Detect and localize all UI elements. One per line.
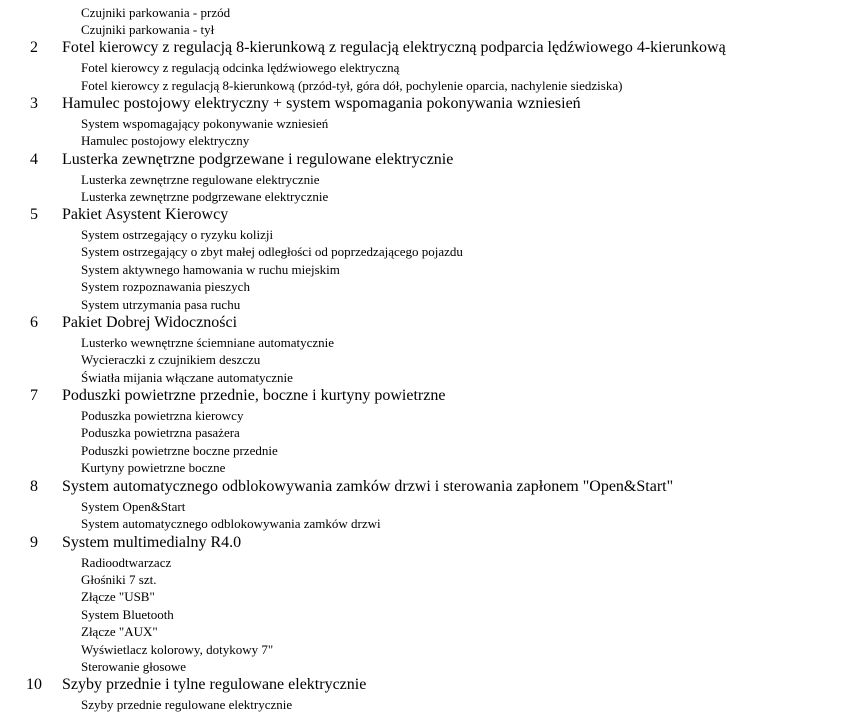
- item-text: Złącze "AUX": [81, 624, 158, 639]
- section-title: Lusterka zewnętrzne podgrzewane i regulowane elektrycznie: [62, 151, 454, 168]
- item-text: Kurtyny powietrzne boczne: [81, 460, 226, 475]
- item-text: System wspomagający pokonywanie wzniesień: [81, 116, 329, 131]
- item-text: System Open&Start: [81, 499, 186, 514]
- item-text: System rozpoznawania pieszych: [81, 279, 250, 294]
- section-number: 4: [30, 151, 38, 168]
- item-text: Czujniki parkowania - przód: [81, 5, 231, 20]
- section-number: 5: [30, 206, 38, 223]
- item-text: System Bluetooth: [81, 607, 174, 622]
- section-number: 10: [26, 676, 42, 693]
- item-text: Hamulec postojowy elektryczny: [81, 133, 250, 148]
- item-text: Światła mijania włączane automatycznie: [81, 370, 293, 385]
- item-text: System ostrzegający o ryzyku kolizji: [81, 227, 274, 242]
- section-title: System automatycznego odblokowywania zamków drzwi i sterowania zapłonem "Open&Start": [62, 478, 674, 495]
- item-text: Lusterka zewnętrzne regulowane elektrycznie: [81, 172, 320, 187]
- section-title: Pakiet Asystent Kierowcy: [62, 206, 229, 223]
- item-text: Poduszki powietrzne boczne przednie: [81, 443, 278, 458]
- item-text: Czujniki parkowania - tył: [81, 22, 215, 37]
- section-title: Fotel kierowcy z regulacją 8-kierunkową z regulacją elektryczną podparcia lędźwiowego 4-kierunkową: [62, 39, 726, 56]
- section-number: 2: [30, 39, 38, 56]
- section-title: Szyby przednie i tylne regulowane elektrycznie: [62, 676, 367, 693]
- section-number: 9: [30, 534, 38, 551]
- section-number: 6: [30, 314, 38, 331]
- item-text: System automatycznego odblokowywania zamków drzwi: [81, 516, 381, 531]
- item-text: Wycieraczki z czujnikiem deszczu: [81, 352, 261, 367]
- section-title: Pakiet Dobrej Widoczności: [62, 314, 238, 331]
- item-text: System utrzymania pasa ruchu: [81, 297, 241, 312]
- item-text: Złącze "USB": [81, 589, 155, 604]
- item-text: Radioodtwarzacz: [81, 555, 172, 570]
- item-text: Sterowanie głosowe: [81, 659, 187, 674]
- item-text: System aktywnego hamowania w ruchu miejskim: [81, 262, 340, 277]
- item-text: Poduszka powietrzna kierowcy: [81, 408, 244, 423]
- section-number: 8: [30, 478, 38, 495]
- item-text: Fotel kierowcy z regulacją odcinka lędźwiowego elektryczną: [81, 60, 400, 75]
- item-text: System ostrzegający o zbyt małej odległości od poprzedzającego pojazdu: [81, 244, 463, 259]
- section-number: 3: [30, 95, 38, 112]
- section-number: 7: [30, 387, 38, 404]
- item-text: Głośniki 7 szt.: [81, 572, 157, 587]
- item-text: Lusterko wewnętrzne ściemniane automatycznie: [81, 335, 335, 350]
- item-text: Wyświetlacz kolorowy, dotykowy 7": [81, 642, 274, 657]
- section-title: Poduszki powietrzne przednie, boczne i kurtyny powietrzne: [62, 387, 446, 404]
- item-text: Poduszka powietrzna pasażera: [81, 425, 240, 440]
- section-title: Hamulec postojowy elektryczny + system wspomagania pokonywania wzniesień: [62, 95, 581, 112]
- item-text: Szyby przednie regulowane elektrycznie: [81, 697, 293, 712]
- item-text: Lusterka zewnętrzne podgrzewane elektrycznie: [81, 189, 329, 204]
- section-title: System multimedialny R4.0: [62, 534, 242, 551]
- item-text: Fotel kierowcy z regulacją 8-kierunkową (przód-tył, góra dół, pochylenie oparcia, nachylenie siedziska): [81, 78, 623, 93]
